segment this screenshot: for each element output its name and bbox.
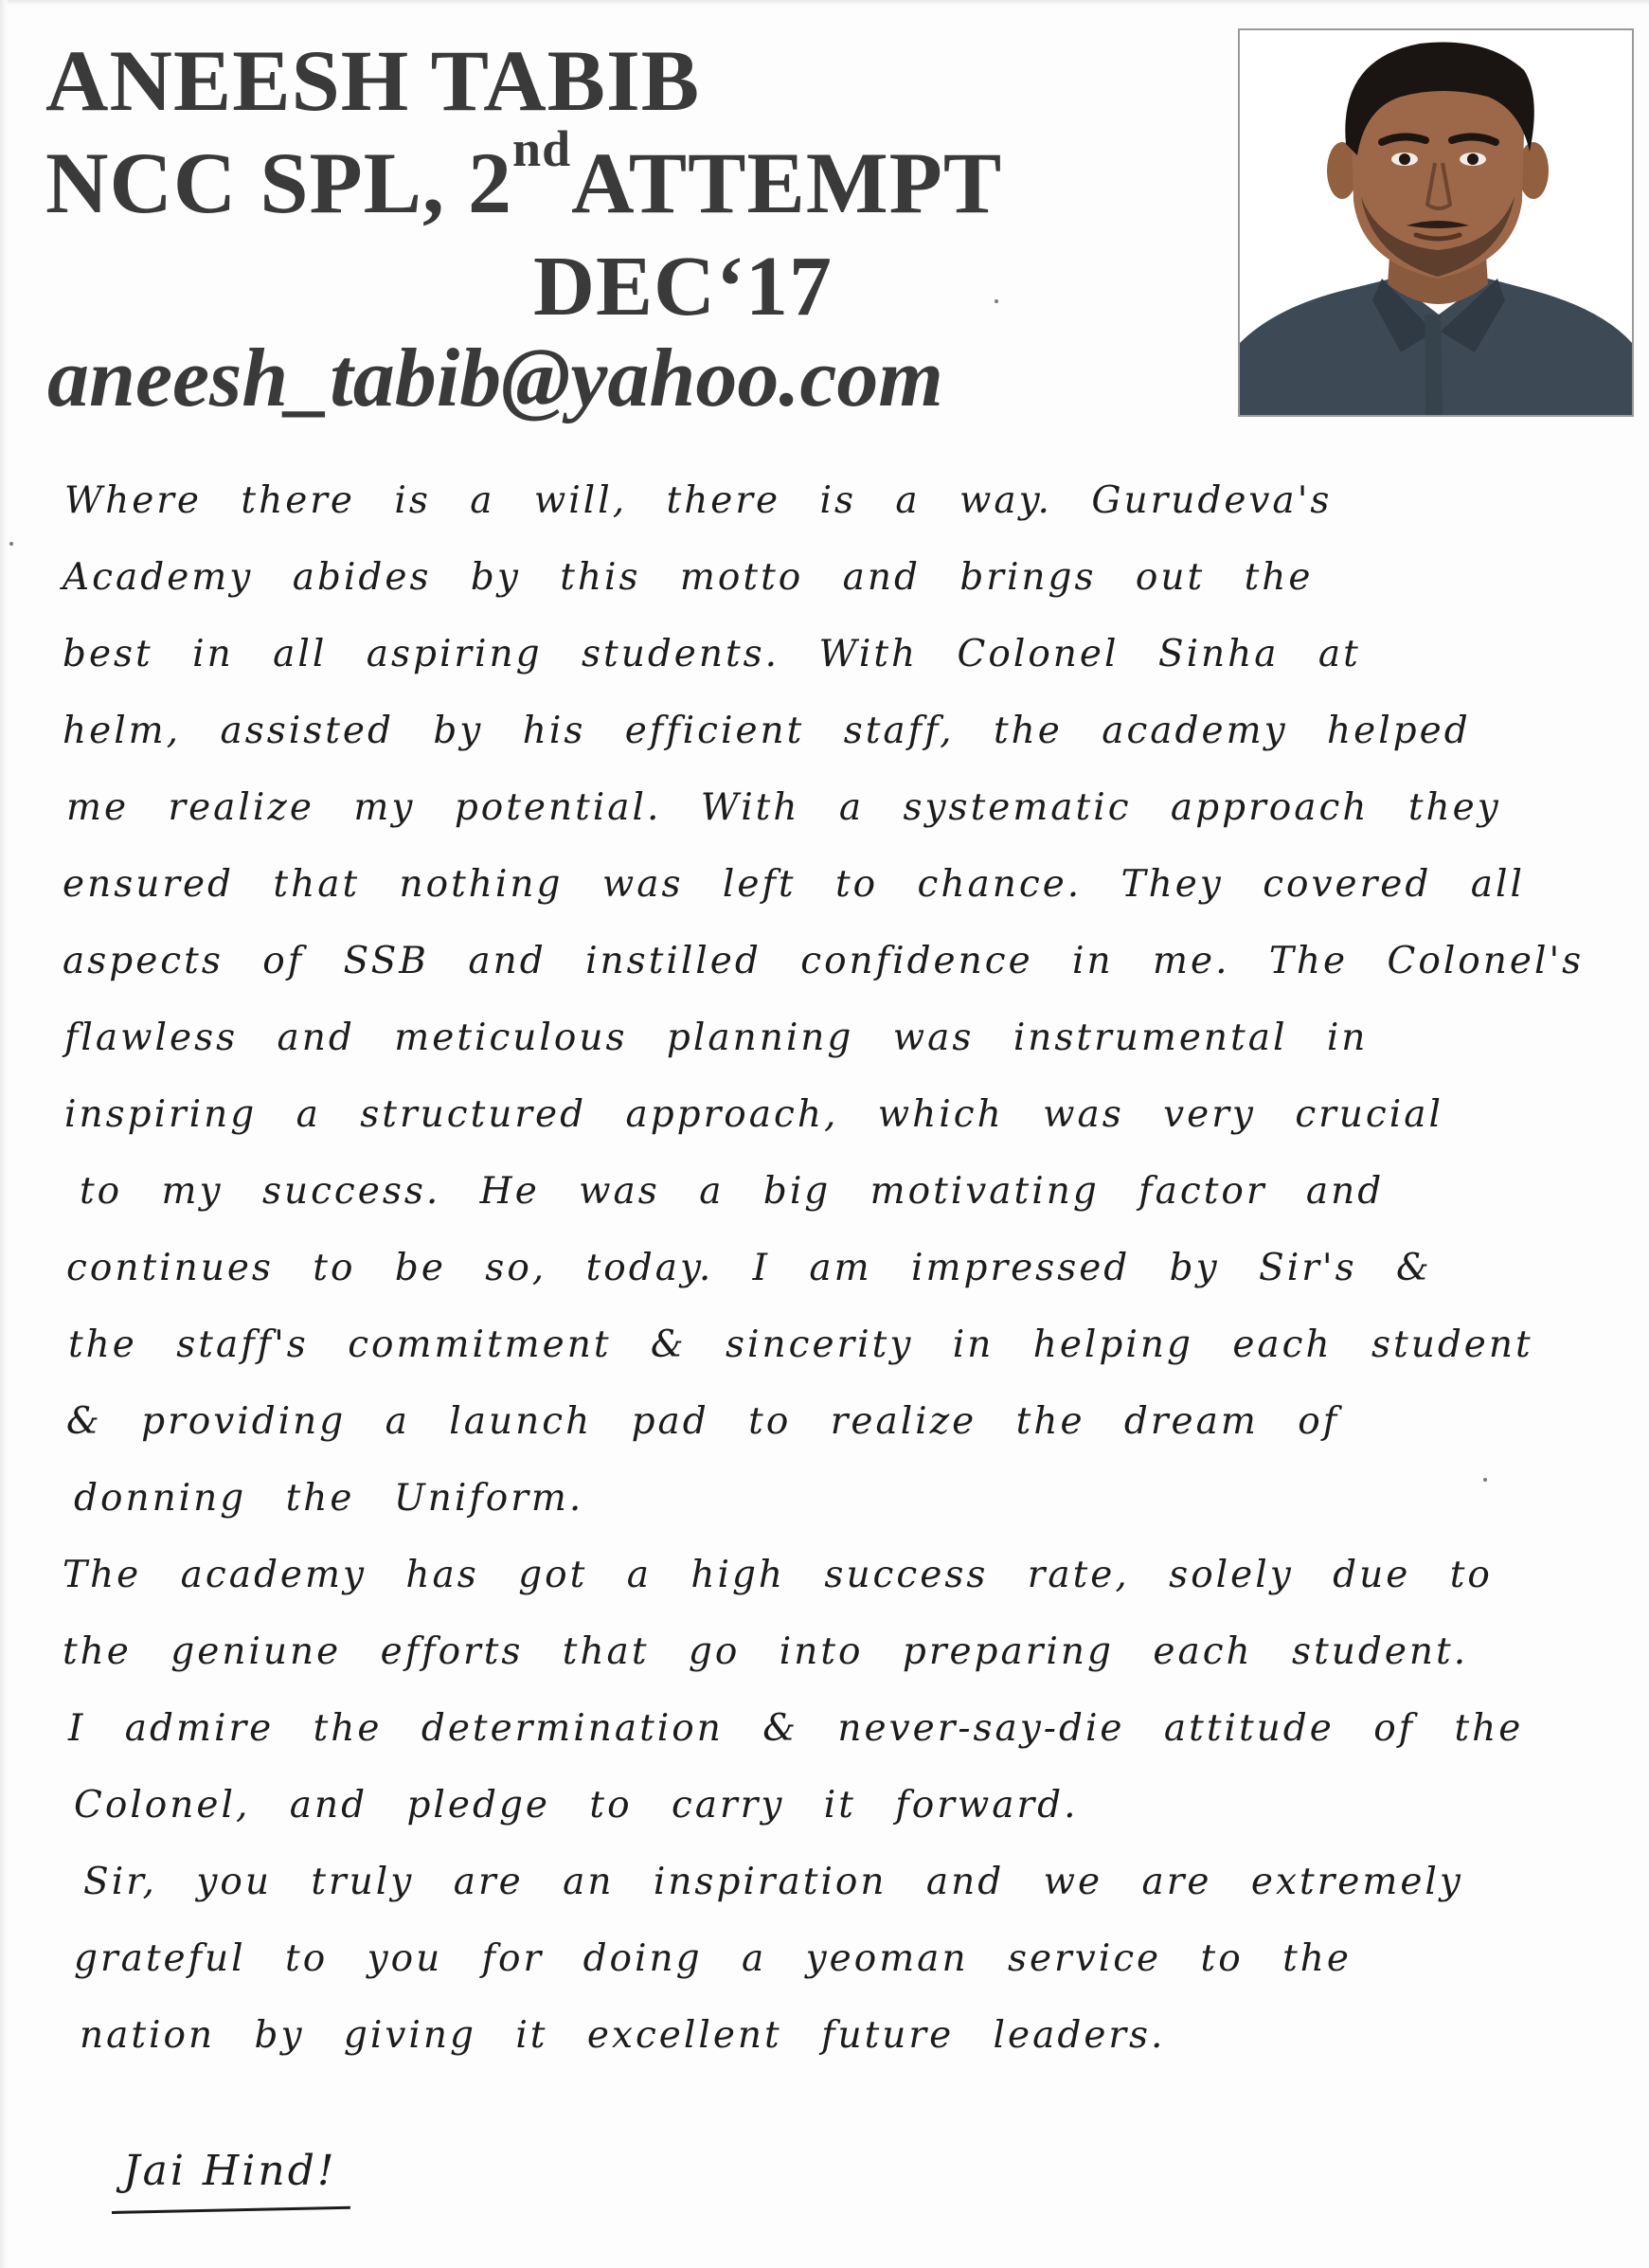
letter-line: grateful to you for doing a yeoman service to the — [74, 1937, 1352, 1980]
letter-line: Sir, you truly are an inspiration and we are extremely — [83, 1861, 1463, 1903]
letter-line: ensured that nothing was left to chance. They covered all — [63, 863, 1525, 906]
portrait-photo — [1238, 28, 1634, 417]
portrait-photo-icon — [1240, 30, 1632, 415]
letter-line: & providing a launch pad to realize the dream of — [66, 1400, 1340, 1443]
candidate-name: ANEESH TABIB — [45, 32, 701, 129]
letter-line: aspects of SSB and instilled confidence in me. The Colonel's — [63, 940, 1585, 982]
scan-edge-top — [0, 0, 1649, 6]
candidate-email: aneesh_tabib@yahoo.com — [47, 333, 943, 424]
letter-line: inspiring a structured approach, which was very crucial — [64, 1093, 1443, 1136]
entry-prefix: NCC SPL, 2 — [45, 135, 513, 231]
letter-line: the geniune efforts that go into preparing each student. — [63, 1630, 1469, 1673]
letter-line: nation by giving it excellent future leaders. — [80, 2014, 1166, 2057]
letter-line: continues to be so, today. I am impressed by Sir's & — [66, 1247, 1432, 1289]
batch-date: DEC‘17 — [533, 240, 833, 333]
letter-line: me realize my potential. With a systematic approach they — [66, 786, 1501, 829]
letter-line: The academy has got a high success rate, solely due to — [63, 1554, 1493, 1596]
entry-attempt — [45, 120, 1003, 235]
letter-line: donning the Uniform. — [74, 1477, 584, 1520]
scan-speck — [9, 542, 13, 546]
letter-line: to my success. He was a big motivating factor and — [80, 1170, 1385, 1213]
letter-line: Colonel, and pledge to carry it forward. — [74, 1784, 1079, 1827]
handwritten-letter — [63, 462, 1585, 2074]
scan-edge-left — [0, 0, 8, 2268]
signoff: Jai Hind! — [123, 2147, 337, 2195]
letter-line: flawless and meticulous planning was instrumental in — [64, 1017, 1369, 1059]
entry-superscript: nd — [512, 120, 572, 177]
letter-line: I admire the determination & never-say-die attitude of the — [68, 1707, 1524, 1750]
letter-line: best in all aspiring students. With Colonel Sinha at — [63, 633, 1361, 675]
entry-suffix: ATTEMPT — [571, 135, 1003, 231]
letter-header — [45, 28, 1210, 426]
letter-line: Academy abides by this motto and brings out the — [63, 556, 1314, 599]
signoff-underline — [112, 2206, 350, 2214]
letter-line: Where there is a will, there is a way. Gurudeva's — [64, 479, 1333, 522]
letter-line: helm, assisted by his efficient staff, the academy helped — [63, 710, 1471, 752]
letter-line: the staff's commitment & sincerity in helping each student — [68, 1323, 1533, 1366]
